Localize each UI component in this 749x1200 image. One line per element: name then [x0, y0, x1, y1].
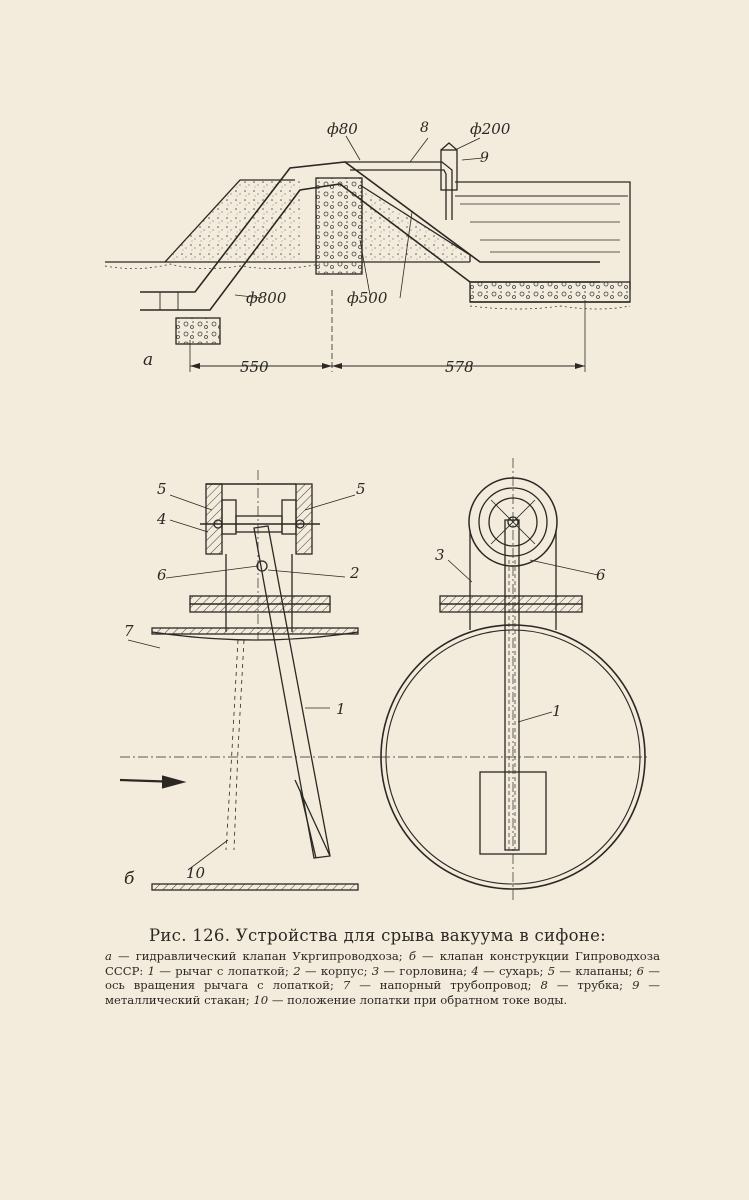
- legend-text-6: — ось вращения рычага с лопаткой;: [105, 963, 660, 993]
- figure-b-front-view: [380, 458, 650, 900]
- caption-legend: [95, 949, 660, 1007]
- callout-5-right: 5: [356, 480, 366, 498]
- legend-text-3: — горловина;: [379, 963, 472, 978]
- dim-550: 550: [240, 358, 269, 376]
- dim-d800: ф800: [246, 289, 287, 307]
- legend-text-9: — металлический стакан;: [105, 978, 661, 1007]
- legend-key-7: 7: [342, 978, 351, 993]
- legend-key-8: 8: [540, 978, 548, 993]
- dim-d80: ф80: [327, 120, 358, 138]
- legend-key-6: 6: [636, 963, 645, 978]
- caption-title: Рис. 126. Устройства для срыва вакуума в сифоне:: [148, 926, 607, 945]
- figure-caption: [95, 926, 660, 1007]
- callout-10: 10: [186, 864, 206, 882]
- legend-text-7: — напорный трубопровод;: [350, 978, 541, 993]
- legend-text-8: — трубка;: [547, 978, 633, 993]
- legend-key-b: б: [408, 949, 416, 963]
- dim-578: 578: [445, 358, 474, 376]
- callout-8: 8: [420, 120, 429, 136]
- callout-1-right: 1: [552, 702, 562, 720]
- legend-text-a: — гидравлический клапан Укргипроводхоза;: [111, 949, 409, 963]
- legend-text-2: — корпус;: [300, 963, 372, 978]
- callout-6-left: 6: [157, 566, 167, 584]
- figure-a-siphon-section: [105, 136, 630, 372]
- legend-text-5: — клапаны;: [555, 963, 637, 978]
- callout-4: 4: [157, 510, 167, 528]
- panel-label-a: а: [143, 350, 154, 370]
- callout-1-left: 1: [336, 700, 346, 718]
- callout-5-left: 5: [157, 480, 167, 498]
- figure-b-side-view: [120, 470, 380, 890]
- figure-b-side-labels: [124, 480, 366, 889]
- legend-text-1: — рычаг с лопаткой;: [155, 963, 294, 978]
- callout-9: 9: [480, 150, 489, 166]
- dim-d500: ф500: [347, 289, 388, 307]
- legend-text-b: — клапан конструкции Гипроводхоза СССР:: [105, 949, 660, 978]
- legend-key-10: 10: [253, 992, 269, 1007]
- legend-key-5: 5: [547, 963, 556, 978]
- legend-text-4: — сухарь;: [478, 963, 548, 978]
- legend-key-2: 2: [293, 963, 301, 978]
- legend-key-3: 3: [371, 963, 380, 978]
- callout-3: 3: [435, 546, 445, 564]
- legend-key-9: 9: [632, 978, 640, 993]
- dim-d200: ф200: [470, 120, 511, 138]
- legend-key-1: 1: [147, 963, 156, 978]
- legend-key-4: 4: [471, 963, 479, 978]
- callout-7: 7: [124, 622, 134, 640]
- legend-key-a: а: [105, 949, 112, 963]
- callout-6-right: 6: [596, 566, 606, 584]
- legend-text-10: — положение лопатки при обратном токе воды.: [268, 992, 568, 1007]
- panel-label-b: б: [124, 869, 135, 889]
- callout-2: 2: [350, 564, 360, 582]
